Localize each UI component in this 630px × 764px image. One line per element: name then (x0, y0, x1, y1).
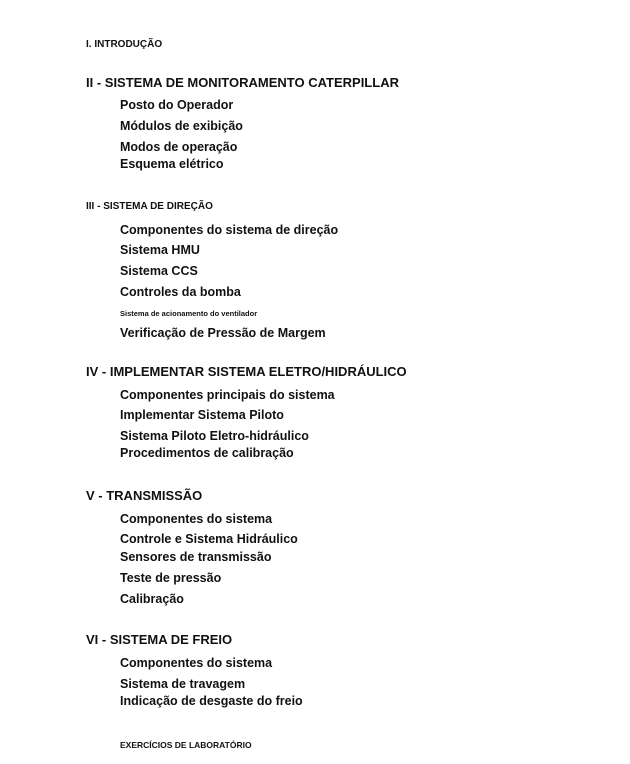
list-item: Controle e Sistema Hidráulico (120, 532, 298, 546)
list-item: Sistema de travagem (120, 677, 246, 691)
list-item: Posto do Operador (120, 98, 234, 112)
list-item: Componentes do sistema de direção (120, 223, 339, 237)
list-item: Modos de operação (120, 140, 238, 154)
section-heading-eletro-hidraulico: IV - IMPLEMENTAR SISTEMA ELETRO/HIDRÁULICO (86, 364, 407, 379)
list-item: Sistema de acionamento do ventilador (120, 309, 258, 318)
list-item: Controles da bomba (120, 285, 241, 299)
list-item: Esquema elétrico (120, 157, 224, 171)
list-item: Sensores de transmissão (120, 550, 272, 564)
list-item: Sistema CCS (120, 264, 198, 278)
section-heading-freio: VI - SISTEMA DE FREIO (86, 632, 233, 647)
section-heading-introducao: I. INTRODUÇÃO (86, 39, 163, 50)
list-item: Componentes principais do sistema (120, 388, 335, 402)
list-item: Sistema Piloto Eletro-hidráulico (120, 429, 309, 443)
list-item: Verificação de Pressão de Margem (120, 326, 326, 340)
section-heading-laboratorio: EXERCÍCIOS DE LABORATÓRIO (120, 740, 252, 750)
section-heading-monitoramento: II - SISTEMA DE MONITORAMENTO CATERPILLAR (86, 75, 399, 90)
list-item: Implementar Sistema Piloto (120, 408, 284, 422)
list-item: Indicação de desgaste do freio (120, 694, 303, 708)
list-item: Módulos de exibição (120, 119, 243, 133)
list-item: Sistema HMU (120, 243, 200, 257)
list-item: Teste de pressão (120, 571, 222, 585)
list-item: Componentes do sistema (120, 512, 273, 526)
section-heading-direcao: III - SISTEMA DE DIREÇÃO (86, 201, 213, 212)
list-item: Procedimentos de calibração (120, 446, 294, 460)
section-heading-transmissao: V - TRANSMISSÃO (86, 488, 203, 503)
list-item: Calibração (120, 592, 184, 606)
list-item: Componentes do sistema (120, 656, 273, 670)
